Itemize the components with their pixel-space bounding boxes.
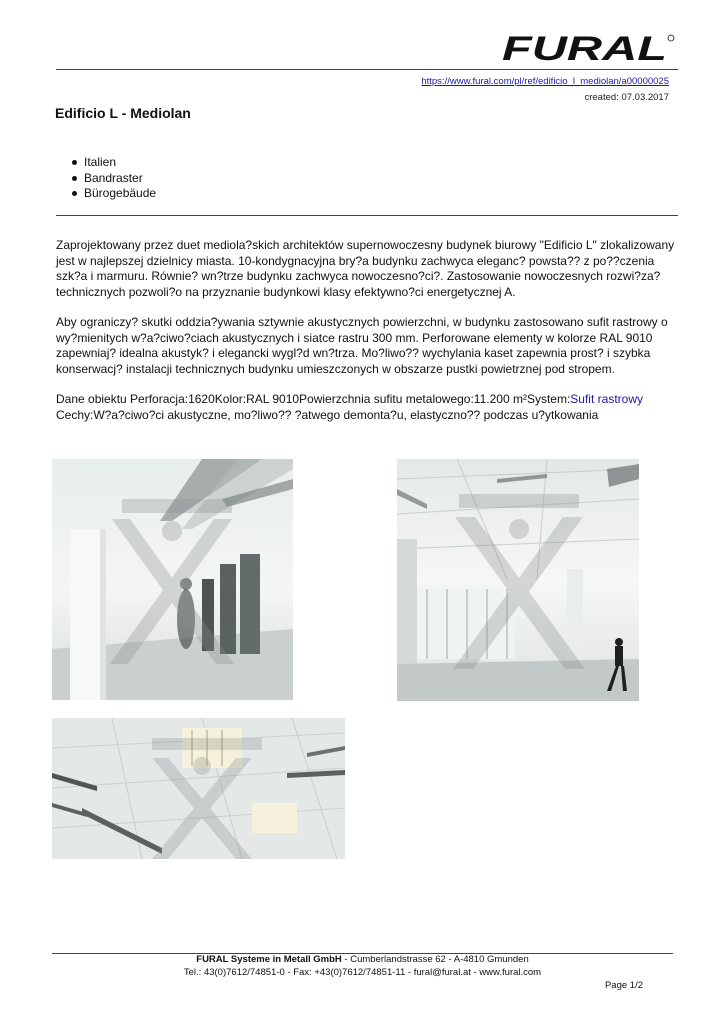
project-data-text: Dane obiektu Perforacja:1620Kolor:RAL 9010Powierzchnia sufitu metalowego:11.200 m²System: xyxy=(56,392,571,406)
footer-address: - Cumberlandstrasse 62 - A-4810 Gmunden xyxy=(341,954,529,965)
tag-item-system: Bandraster xyxy=(70,171,156,187)
system-link[interactable]: Sufit rastrowy xyxy=(570,392,643,406)
page-number: Page 1/2 xyxy=(604,980,643,991)
footer-company-line xyxy=(0,954,725,965)
tag-item-building-type: Bürogebäude xyxy=(70,186,156,202)
project-data-paragraph xyxy=(56,392,678,423)
lobby-elevators-photo xyxy=(52,459,293,700)
features-text: Cechy:W?a?ciwo?ci akustyczne, mo?liwo?? ?atwego demonta?u, elastyczno?? podczas u?ytkowania xyxy=(56,407,599,422)
open-office-window-photo xyxy=(397,459,639,701)
fural-logo xyxy=(500,30,675,66)
ceiling-detail-photo xyxy=(52,718,345,859)
reference-url-link[interactable]: https://www.fural.com/pl/ref/edificio_l_mediolan/a00000025 xyxy=(421,76,669,87)
header-divider xyxy=(56,69,678,70)
footer-contact-line: Tel.: 43(0)7612/74851-0 - Fax: +43(0)7612/74851-11 - fural@fural.at - www.fural.com xyxy=(183,967,542,978)
tag-list xyxy=(70,155,156,202)
section-divider xyxy=(56,215,678,216)
footer-company-name: FURAL Systeme in Metall GmbH xyxy=(196,954,342,965)
page-title: Edificio L - Mediolan xyxy=(55,105,191,121)
tag-item-country: Italien xyxy=(70,155,156,171)
acoustics-paragraph: Aby ograniczy? skutki oddzia?ywania sztywnie akustycznych powierzchni, w budynku zastosowano sufit rastrowy o wy?mienitych w?a?ciwo?ciach akustycznych i siatce rastru 300 mm. Perforowane elementy w kolorze RAL 9010 zapewniaj? idealna akustyk? i elegancki wygl?d wn?trza. Mo?liwo?? wychylania kaset zapewnia prost? i szybka konserwacj? instalacji technicznych budynku umieszczonych w obszarze pustki powietrznej pod stropem. xyxy=(56,315,668,376)
description-paragraph: Zaprojektowany przez duet mediola?skich architektów supernowoczesny budynek biurowy "Edificio L" zlokalizowany jest w najlepszej dzielnicy miasta. 10-kondygnacyjna bry?a budynku zachwyca eleganc? powsta?? z po??czenia szk?a i marmuru. Równie? wn?trze budynku zachwyca nowoczesno?ci?. Zastosowanie nowoczesnych rozwi?za? technicznych pozwoli?o na przyznanie budynkowi klasy efektywno?ci energetycznej A. xyxy=(56,238,675,299)
created-date: created: 07.03.2017 xyxy=(584,92,669,103)
logo-text: FURAL xyxy=(502,30,667,66)
